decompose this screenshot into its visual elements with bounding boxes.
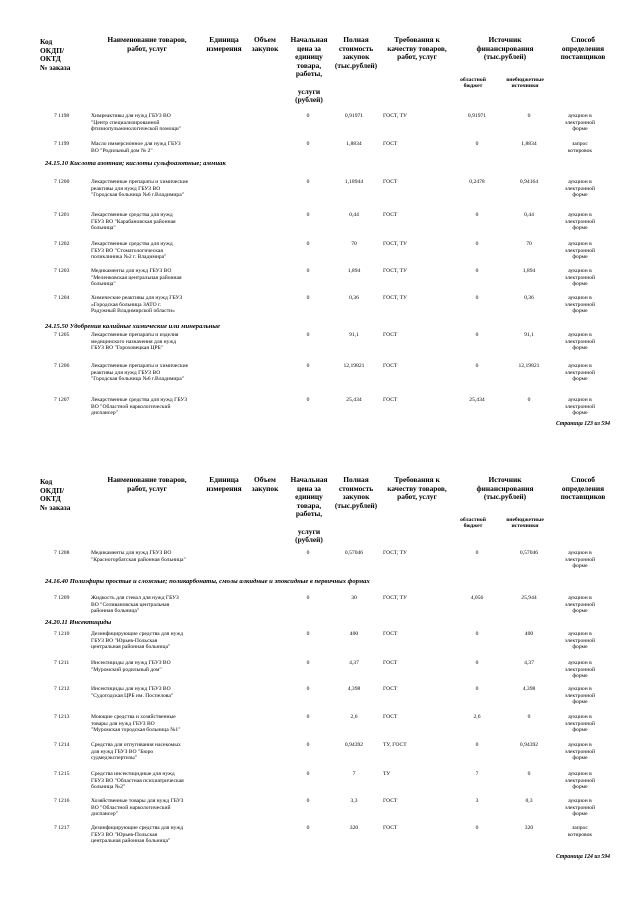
item-name: Химреактивы для нужд ГБУЗ ВО "Центр специализированной фтизиопульмонологической помощи": [91, 113, 182, 132]
order-number: 7 1203: [54, 268, 70, 274]
quality-requirement: ГОСТ: [383, 141, 398, 147]
extrabudget: 25,944: [521, 595, 537, 601]
document-page-2: [0, 452, 640, 905]
item-name: Лекарственные средства для нужд ГБУЗ ВО "Стоматологическая поликлиника №2 г. Владимира": [91, 241, 173, 260]
procurement-method: аукцион в электронной форме: [564, 714, 596, 733]
total-cost: 0,44: [349, 212, 359, 218]
header-method: Способ определения поставщиков: [560, 35, 606, 62]
header-regional: областной бюджет: [460, 517, 486, 530]
quality-requirement: ГОСТ: [383, 686, 398, 692]
quality-requirement: ГОСТ, ТУ: [383, 595, 407, 601]
total-cost: 320: [349, 825, 359, 831]
total-cost: 0,91971: [344, 113, 364, 119]
header-extra: внебюджетные источники: [506, 517, 544, 530]
procurement-method: аукцион в электронной форме: [564, 363, 596, 382]
procurement-method: аукцион в электронной форме: [564, 179, 596, 198]
order-number: 7 1205: [54, 332, 70, 338]
header-initial-price: Начальная цена за единицу товара, работы, услуги (рублей): [290, 475, 328, 545]
initial-price: 0: [306, 332, 310, 338]
extrabudget: 0: [527, 771, 531, 777]
quality-requirement: ГОСТ: [383, 397, 398, 403]
order-number: 7 1212: [54, 686, 70, 692]
extrabudget: 12,19821: [518, 363, 540, 369]
quality-requirement: ГОСТ, ТУ: [383, 268, 407, 274]
initial-price: 0: [306, 595, 310, 601]
header-name: Наименование товаров, работ, услуг: [107, 475, 187, 493]
page-footer: Страница 124 из 594: [555, 854, 610, 860]
total-cost: 91,1: [349, 332, 359, 338]
quality-requirement: ГОСТ: [383, 332, 398, 338]
initial-price: 0: [306, 268, 310, 274]
initial-price: 0: [306, 295, 310, 301]
quality-requirement: ГОСТ: [383, 363, 398, 369]
extrabudget: 400: [524, 631, 534, 637]
regional-budget: 3: [475, 798, 479, 804]
item-name: Инсектициды для нужд ГБУЗ ВО "Муромский родильный дом": [91, 660, 171, 673]
page-footer: Страница 123 из 594: [555, 421, 610, 427]
item-name: Химические реактивы для нужд ГБУЗ «Городская больница ЗАТО г. Радужный Владимирской области»: [91, 295, 183, 314]
table-header: [0, 36, 640, 116]
header-volume: Объем закупок: [251, 475, 279, 493]
header-name: Наименование товаров, работ, услуг: [107, 35, 187, 53]
order-number: 7 1213: [54, 714, 70, 720]
regional-budget: 0: [475, 212, 479, 218]
extrabudget: 4,37: [524, 660, 534, 666]
initial-price: 0: [306, 742, 310, 748]
quality-requirement: ГОСТ, ТУ: [383, 550, 407, 556]
regional-budget: 25,434: [469, 397, 485, 403]
total-cost: 4,37: [349, 660, 359, 666]
total-cost: 0,57046: [344, 550, 364, 556]
header-unit: Единица измерения: [206, 35, 242, 53]
header-extra: внебюджетные источники: [506, 77, 544, 90]
item-name: Средства для отпугивания насекомых для нужд ГБУЗ ВО "Бюро судмедэкспертизы": [91, 742, 181, 761]
total-cost: 30: [351, 595, 357, 601]
table-header: [0, 476, 640, 556]
item-name: Хозяйственные товары для нужд ГБУЗ ВО "Областной наркологический диспансер": [91, 798, 184, 817]
initial-price: 0: [306, 179, 310, 185]
order-number: 7 1215: [54, 771, 70, 777]
regional-budget: 2,6: [473, 714, 481, 720]
item-name: Лекарственные препараты и химические реактивы для нужд ГБУЗ ВО "Городская больница №6 г.Владимира": [91, 363, 189, 382]
procurement-method: запрос котировок: [567, 141, 593, 154]
procurement-method: аукцион в электронной форме: [564, 268, 596, 287]
procurement-method: аукцион в электронной форме: [564, 660, 596, 679]
item-name: Лекарственные средства для нужд ГБУЗ ВО "Областной наркологический диспансер": [91, 397, 188, 416]
regional-budget: 7: [475, 771, 479, 777]
initial-price: 0: [306, 397, 310, 403]
quality-requirement: ГОСТ, ТУ: [383, 113, 407, 119]
procurement-method: аукцион в электронной форме: [564, 295, 596, 314]
item-name: Жидкость для стекол для нужд ГБУЗ ВО "Селивановская центральная районная больница": [91, 595, 179, 614]
item-name: Лекарственные препараты и химические реактивы для нужд ГБУЗ ВО "Городская больница №6 г.Владимира": [91, 179, 189, 198]
quality-requirement: ГОСТ, ТУ: [383, 241, 407, 247]
total-cost: 2,6: [350, 714, 358, 720]
regional-budget: 0,2478: [469, 179, 485, 185]
initial-price: 0: [306, 686, 310, 692]
quality-requirement: ГОСТ: [383, 179, 398, 185]
item-name: Инсектициды для нужд ГБУЗ ВО "Судогодская ЦРБ им. Поспелова": [91, 686, 174, 699]
procurement-method: аукцион в электронной форме: [564, 241, 596, 260]
total-cost: 4,398: [347, 686, 361, 692]
regional-budget: 0: [475, 660, 479, 666]
initial-price: 0: [306, 363, 310, 369]
procurement-method: аукцион в электронной форме: [564, 332, 596, 351]
item-name: Моющие средства и хозяйственные товары для нужд ГБУЗ ВО "Муромская городская больница №1": [91, 714, 181, 733]
order-number: 7 1201: [54, 212, 70, 218]
order-number: 7 1202: [54, 241, 70, 247]
quality-requirement: ГОСТ: [383, 660, 398, 666]
order-number: 7 1209: [54, 595, 70, 601]
order-number: 7 1207: [54, 397, 70, 403]
quality-requirement: ГОСТ: [383, 798, 398, 804]
extrabudget: 0,3: [525, 798, 533, 804]
initial-price: 0: [306, 714, 310, 720]
total-cost: 3,3: [350, 798, 358, 804]
extrabudget: 320: [524, 825, 534, 831]
header-total-cost: Полная стоимость закупок (тыс.рублей): [334, 35, 378, 70]
header-code: Код ОКДП/ ОКТД № заказа: [40, 37, 71, 72]
item-name: Лекарственные препараты и изделия медицинского назначения для нужд ГБУЗ ВО "Гороховецкая ЦРБ": [91, 332, 179, 351]
procurement-method: запрос котировок: [567, 825, 593, 838]
initial-price: 0: [306, 212, 310, 218]
header-code: Код ОКДП/ ОКТД № заказа: [40, 477, 71, 512]
header-initial-price: Начальная цена за единицу товара, работы, услуги (рублей): [290, 35, 328, 105]
procurement-method: аукцион в электронной форме: [564, 631, 596, 650]
header-unit: Единица измерения: [206, 475, 242, 493]
regional-budget: 0: [475, 631, 479, 637]
extrabudget: 0,94164: [519, 179, 539, 185]
item-name: Медикаменты для нужд ГБУЗ ВО "Меленковская центральная районная больница": [91, 268, 182, 287]
order-number: 7 1217: [54, 825, 70, 831]
extrabudget: 0,44: [524, 212, 534, 218]
procurement-method: аукцион в электронной форме: [564, 595, 596, 614]
extrabudget: 0,57046: [519, 550, 539, 556]
total-cost: 7: [352, 771, 356, 777]
regional-budget: 0: [475, 141, 479, 147]
procurement-method: аукцион в электронной форме: [564, 212, 596, 231]
order-number: 7 1211: [54, 660, 70, 666]
section-heading: 24.15.10 Кислота азотная; кислоты сульфоазотные; аммиак: [45, 160, 226, 167]
header-quality: Требования к качеству товаров, работ, услуг: [387, 35, 447, 62]
extrabudget: 70: [526, 241, 532, 247]
procurement-method: аукцион в электронной форме: [564, 742, 596, 761]
procurement-method: аукцион в электронной форме: [564, 113, 596, 132]
extrabudget: 0: [527, 113, 531, 119]
regional-budget: 0: [475, 742, 479, 748]
item-name: Дезинфицирующие средства для нужд ГБУЗ ВО "Юрьев-Польская центральная районная больница": [91, 825, 184, 844]
regional-budget: 0: [475, 363, 479, 369]
extrabudget: 4,398: [522, 686, 536, 692]
header-quality: Требования к качеству товаров, работ, услуг: [387, 475, 447, 502]
regional-budget: 0: [475, 268, 479, 274]
initial-price: 0: [306, 113, 310, 119]
regional-budget: 0,91971: [467, 113, 487, 119]
extrabudget: 1,8834: [521, 141, 537, 147]
order-number: 7 1206: [54, 363, 70, 369]
section-heading: 24.20.11 Инсектициды: [45, 619, 112, 626]
regional-budget: 0: [475, 825, 479, 831]
document-page-1: [0, 0, 640, 450]
order-number: 7 1214: [54, 742, 70, 748]
extrabudget: 1,894: [522, 268, 536, 274]
total-cost: 1,18944: [344, 179, 364, 185]
total-cost: 0,36: [349, 295, 359, 301]
quality-requirement: ГОСТ: [383, 212, 398, 218]
order-number: 7 1198: [54, 113, 70, 119]
order-number: 7 1210: [54, 631, 70, 637]
quality-requirement: ГОСТ: [383, 825, 398, 831]
extrabudget: 0,36: [524, 295, 534, 301]
extrabudget: 0,94392: [519, 742, 539, 748]
item-name: Дезинфицирующие средства для нужд ГБУЗ ВО "Юрьев-Польская центральная районная больница": [91, 631, 184, 650]
quality-requirement: ГОСТ: [383, 714, 398, 720]
quality-requirement: ГОСТ: [383, 631, 398, 637]
order-number: 7 1216: [54, 798, 70, 804]
initial-price: 0: [306, 550, 310, 556]
procurement-method: аукцион в электронной форме: [564, 686, 596, 705]
regional-budget: 4,056: [470, 595, 484, 601]
quality-requirement: ТУ: [383, 771, 391, 777]
regional-budget: 0: [475, 550, 479, 556]
initial-price: 0: [306, 660, 310, 666]
section-heading: 24.15.50 Удобрения калийные химические или минеральные: [45, 323, 220, 330]
header-funding: Источник финансирования (тыс.рублей): [476, 475, 534, 502]
extrabudget: 0: [527, 714, 531, 720]
total-cost: 1,8834: [346, 141, 362, 147]
header-method: Способ определения поставщиков: [560, 475, 606, 502]
order-number: 7 1200: [54, 179, 70, 185]
quality-requirement: ГОСТ, ТУ: [383, 295, 407, 301]
procurement-method: аукцион в электронной форме: [564, 550, 596, 569]
regional-budget: 0: [475, 686, 479, 692]
order-number: 7 1199: [54, 141, 70, 147]
procurement-method: аукцион в электронной форме: [564, 798, 596, 817]
header-funding: Источник финансирования (тыс.рублей): [476, 35, 534, 62]
procurement-method: аукцион в электронной форме: [564, 771, 596, 790]
initial-price: 0: [306, 798, 310, 804]
extrabudget: 91,1: [524, 332, 534, 338]
regional-budget: 0: [475, 295, 479, 301]
total-cost: 400: [349, 631, 359, 637]
header-total-cost: Полная стоимость закупок (тыс.рублей): [334, 475, 378, 510]
item-name: Лекарственные средства для нужд ГБУЗ ВО "Карабановская районная больница": [91, 212, 176, 231]
initial-price: 0: [306, 825, 310, 831]
procurement-method: аукцион в электронной форме: [564, 397, 596, 416]
section-heading: 24.16.40 Полиэфиры простые и сложные; поликарбонаты, смолы алкидные и эпоксидные в первичных формах: [45, 578, 370, 585]
initial-price: 0: [306, 241, 310, 247]
item-name: Средства инсектицидные для нужд ГБУЗ ВО "Областная психиатрическая больница №2": [91, 771, 184, 790]
total-cost: 25,434: [346, 397, 362, 403]
regional-budget: 0: [475, 241, 479, 247]
header-volume: Объем закупок: [251, 35, 279, 53]
order-number: 7 1208: [54, 550, 70, 556]
header-regional: областной бюджет: [460, 77, 486, 90]
order-number: 7 1204: [54, 295, 70, 301]
initial-price: 0: [306, 141, 310, 147]
extrabudget: 0: [527, 397, 531, 403]
quality-requirement: ТУ, ГОСТ: [383, 742, 407, 748]
initial-price: 0: [306, 631, 310, 637]
total-cost: 0,94392: [344, 742, 364, 748]
total-cost: 12,19821: [343, 363, 365, 369]
item-name: Масло иммерсионное для нужд ГБУЗ ВО "Родильный дом № 2": [91, 141, 181, 154]
item-name: Медикаменты для нужд ГБУЗ ВО "Красногорбатская районная больница": [91, 550, 186, 563]
total-cost: 1,894: [347, 268, 361, 274]
total-cost: 70: [351, 241, 357, 247]
regional-budget: 0: [475, 332, 479, 338]
initial-price: 0: [306, 771, 310, 777]
